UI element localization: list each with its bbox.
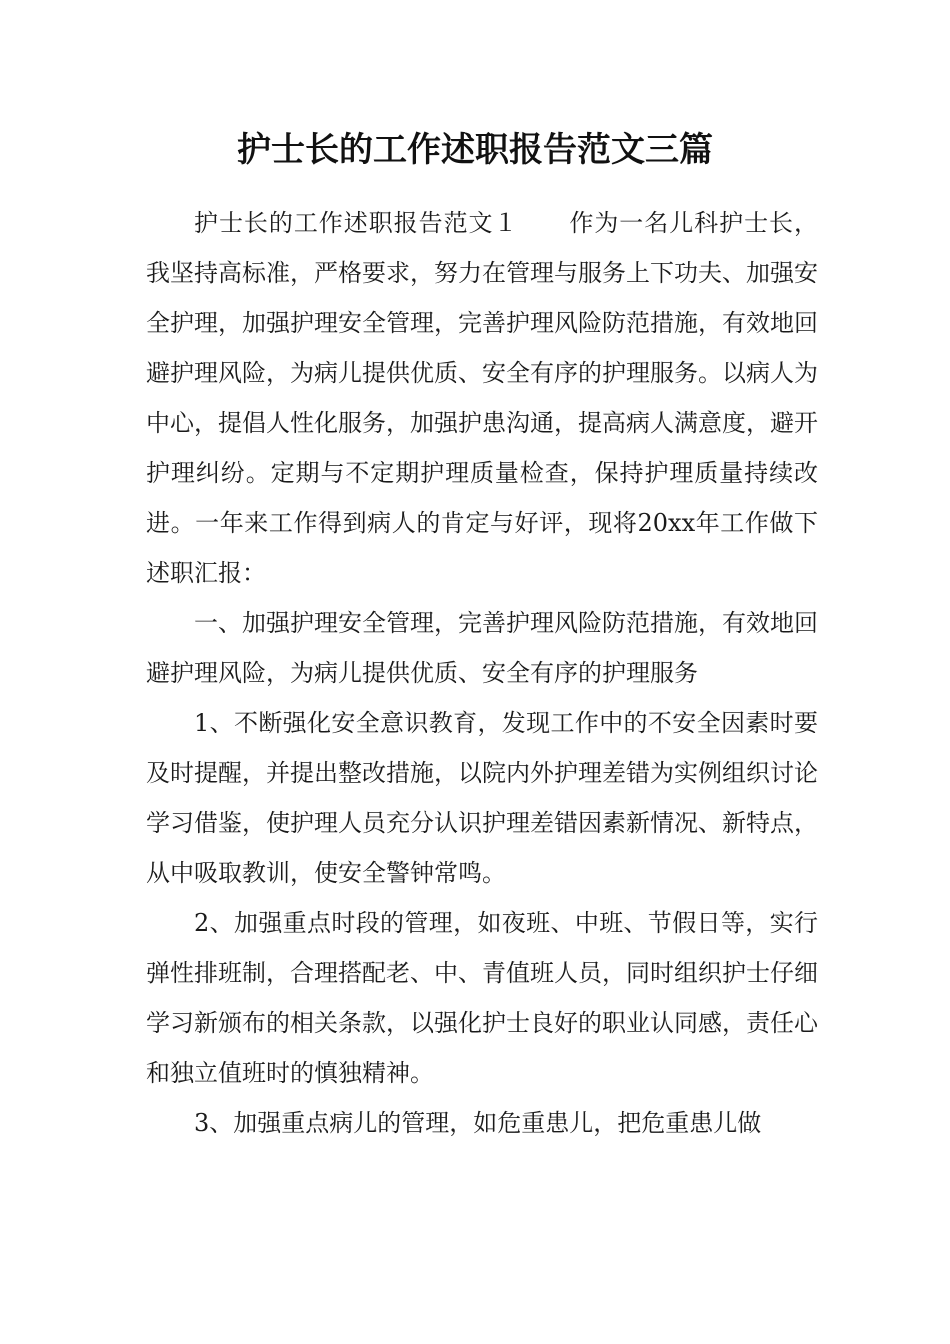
document-title: 护士长的工作述职报告范文三篇 xyxy=(237,130,713,170)
paragraph-item-1: 1、不断强化安全意识教育，发现工作中的不安全因素时要及时提醒，并提出整改措施，以院内外护理差错为实例组织讨论学习借鉴，使护理人员充分认识护理差错因素新情况、新特点，从中吸取教训，使安全警钟常鸣。 xyxy=(146,709,818,887)
paragraph-section-1: 一、加强护理安全管理，完善护理风险防范措施，有效地回避护理风险，为病儿提供优质、安全有序的护理服务 xyxy=(146,609,818,687)
paragraph-item-3: 3、加强重点病儿的管理，如危重患儿，把危重患儿做 xyxy=(194,1109,762,1137)
paragraph-item-2: 2、加强重点时段的管理，如夜班、中班、节假日等，实行弹性排班制，合理搭配老、中、青值班人员，同时组织护士仔细学习新颁布的相关条款，以强化护士良好的职业认同感，责任心和独立值班时的慎独精神。 xyxy=(146,909,818,1087)
paragraph-text: 作为一名儿科护士长，我坚持高标准，严格要求，努力在管理与服务上下功夫、加强安全护理，加强护理安全管理，完善护理风险防范措施，有效地回避护理风险，为病儿提供优质、安全有序的护理服务。以病人为中心，提倡人性化服务，加强护患沟通，提高病人满意度，避开护理纠纷。定期与不定期护理质量检查，保持护理质量持续改进。一年来工作得到病人的肯定与好评，现将20xx年工作做下述职汇报： xyxy=(146,209,819,587)
document-body xyxy=(146,198,818,1148)
paragraph-intro xyxy=(146,198,818,598)
intro-label: 护士长的工作述职报告范文１ xyxy=(194,209,519,237)
